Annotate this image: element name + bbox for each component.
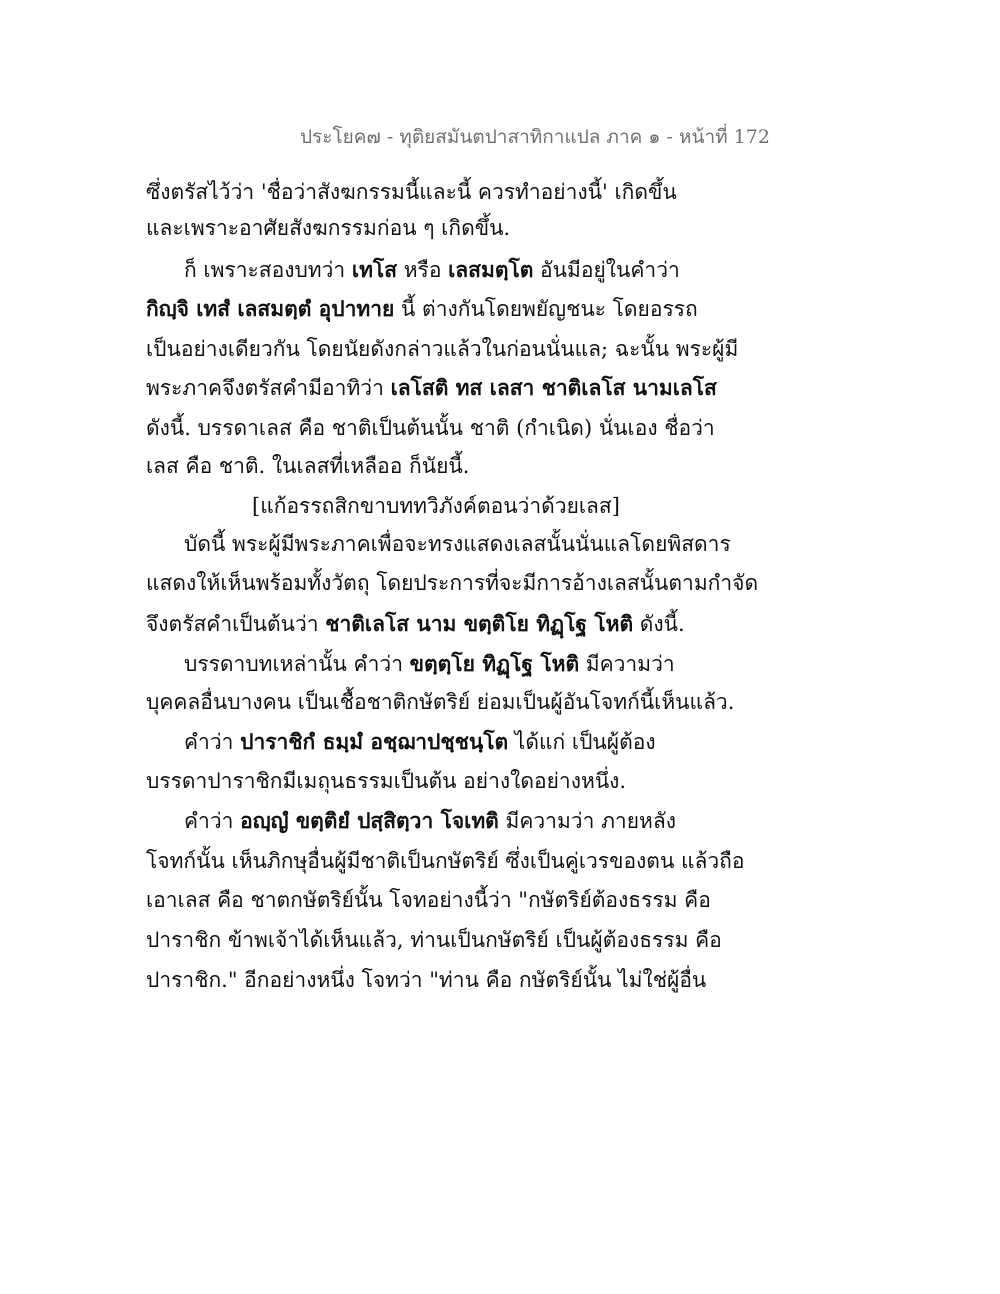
text-segment: คำว่า: [184, 809, 241, 833]
text-segment: พระภาคจึงตรัสคำมีอาทิว่า: [146, 376, 391, 400]
text-segment: ก็ เพราะสองบทว่า: [184, 258, 352, 282]
text-line: [146, 295, 698, 323]
text-segment: ดังนี้. บรรดาเลส คือ ชาติเป็นต้นนั้น ชาติ (กำเนิด) นั่นเอง ชื่อว่า: [146, 416, 715, 440]
text-segment: บรรดาบทเหล่านั้น คำว่า: [184, 652, 410, 676]
text-line: [146, 610, 685, 638]
text-line: [146, 688, 734, 716]
text-segment: จึงตรัสคำเป็นต้นว่า: [146, 612, 326, 636]
text-segment: มีความว่า: [579, 652, 675, 676]
text-segment: หรือ: [397, 258, 449, 282]
text-segment: เป็นอย่างเดียวกัน โดยนัยดังกล่าวแล้วในก่อนนั่นแล; ฉะนั้น พระผู้มี: [146, 337, 739, 361]
text-line: [146, 374, 717, 402]
pali-term: เทโส: [351, 257, 398, 282]
text-segment: นี้ ต่างกันโดยพยัญชนะ โดยอรรถ: [394, 297, 698, 321]
text-line: [146, 926, 722, 954]
text-segment: [แก้อรรถสิกขาบททวิภังค์ตอนว่าด้วยเลส]: [252, 494, 620, 518]
text-line: [146, 452, 469, 480]
pali-term: กิญฺจิ เทสํ เลสมตฺตํ อุปาทาย: [146, 296, 395, 321]
text-line: [146, 886, 711, 914]
pali-term: อญฺญํ ขตฺติยํ ปสฺสิตฺวา โจเทติ: [240, 808, 499, 833]
text-segment: เลส คือ ชาติ. ในเลสที่เหลืออ ก็นัยนี้.: [146, 454, 470, 478]
text-segment: มีความว่า ภายหลัง: [498, 809, 676, 833]
text-segment: คำว่า: [184, 730, 241, 754]
pali-term: ปาราชิกํ ธมฺมํ อชฺฌาปชฺชนฺโต: [240, 729, 509, 754]
text-segment: แสดงให้เห็นพร้อมทั้งวัตถุ โดยประการที่จะมีการอ้างเลสนั้นตามกำจัด: [146, 571, 759, 595]
text-segment: และเพราะอาศัยสังฆกรรมก่อน ๆ เกิดขึ้น.: [146, 216, 511, 240]
pali-term: ขตฺตฺโย ทิฏฺโฐ โหติ: [409, 651, 580, 676]
text-line: [184, 650, 675, 678]
text-segment: บรรดาปาราชิกมีเมถุนธรรมเป็นต้น อย่างใดอย่างหนึ่ง.: [146, 769, 627, 793]
page-header: ประโยค๗ - ทุติยสมันตปาสาทิกาแปล ภาค ๑ - หน้าที่ 172: [300, 126, 770, 148]
text-line: [184, 530, 731, 558]
text-segment: ดังนี้.: [633, 612, 685, 636]
text-segment: เอาเลส คือ ชาตกษัตริย์นั้น โจทอย่างนี้ว่า "กษัตริย์ต้องธรรม คือ: [146, 888, 711, 912]
text-segment: บัดนี้ พระผู้มีพระภาคเพื่อจะทรงแสดงเลสนั้นนั่นแลโดยพิสดาร: [184, 532, 731, 556]
text-segment: ได้แก่ เป็นผู้ต้อง: [508, 730, 656, 754]
text-line: [146, 966, 706, 994]
text-segment: ซึ่งตรัสไว้ว่า 'ชื่อว่าสังฆกรรมนี้และนี้ ควรทำอย่างนี้' เกิดขึ้น: [146, 180, 677, 204]
pali-term: เลโสติ ทส เลสา ชาติเลโส นามเลโส: [390, 375, 717, 400]
pali-term: เลสมตฺโต: [448, 257, 534, 282]
text-line: [146, 569, 758, 597]
text-line: [184, 256, 680, 284]
text-line: [146, 847, 745, 875]
text-segment: อันมีอยู่ในคำว่า: [533, 258, 680, 282]
pali-term: ชาติเลโส นาม ขตฺติโย ทิฏฺโฐ โหติ: [325, 611, 634, 636]
text-segment: โจทก์นั้น เห็นภิกษุอื่นผู้มีชาติเป็นกษัตริย์ ซึ่งเป็นคู่เวรของตน แล้วถือ: [146, 849, 745, 873]
text-segment: บุคคลอื่นบางคน เป็นเชื้อชาติกษัตริย์ ย่อมเป็นผู้อันโจทก์นี้เห็นแล้ว.: [146, 690, 735, 714]
section-heading: [252, 492, 620, 520]
text-line: [146, 414, 715, 442]
text-line: [146, 214, 510, 242]
text-segment: ปาราชิก." อีกอย่างหนึ่ง โจทว่า "ท่าน คือ กษัตริย์นั้น ไม่ใช่ผู้อื่น: [146, 968, 707, 992]
text-line: [146, 335, 738, 363]
text-line: [184, 728, 656, 756]
text-segment: ปาราชิก ข้าพเจ้าได้เห็นแล้ว, ท่านเป็นกษัตริย์ เป็นผู้ต้องธรรม คือ: [146, 928, 722, 952]
text-line: [146, 767, 626, 795]
text-line: [146, 178, 677, 206]
text-line: [184, 807, 676, 835]
